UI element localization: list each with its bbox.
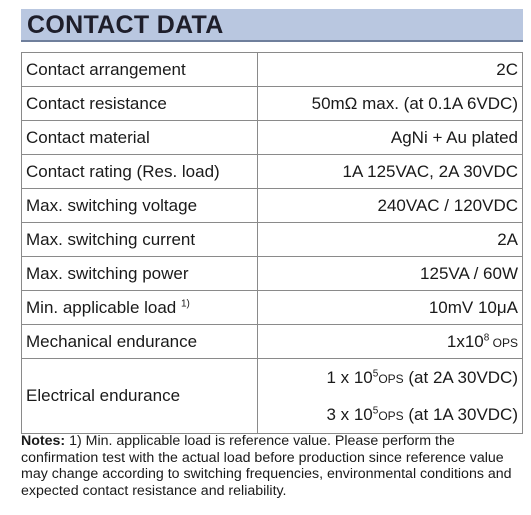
note-reference: 1) (181, 297, 190, 309)
section-header (21, 9, 523, 42)
row-label: Contact material (22, 121, 258, 155)
notes-heading: Notes: (21, 433, 66, 449)
row-value: 50mΩ max. (at 0.1A 6VDC) (258, 87, 523, 121)
row-label: Contact resistance (22, 87, 258, 121)
table-row (22, 155, 523, 189)
ee1-exponent: 5 (372, 368, 379, 380)
row-label: Max. switching voltage (22, 189, 258, 223)
ee2-unit: OPS (378, 409, 404, 423)
row-label: Contact arrangement (22, 53, 258, 87)
table-row (22, 257, 523, 291)
table-row (22, 53, 523, 87)
table-row (22, 223, 523, 257)
contact-data-table (21, 52, 523, 434)
row-label: Max. switching power (22, 257, 258, 291)
electrical-endurance-line-2 (262, 396, 518, 433)
notes-section (21, 433, 526, 499)
row-label: Contact rating (Res. load) (22, 155, 258, 189)
table-row (22, 291, 523, 325)
ee1-prefix: 1 x 10 (326, 368, 373, 387)
row-value: 2C (258, 53, 523, 87)
mech-base: 1x10 (446, 331, 484, 351)
row-value: AgNi + Au plated (258, 121, 523, 155)
electrical-endurance-value (258, 359, 523, 434)
min-load-label: Min. applicable load (26, 297, 177, 317)
table-row (22, 325, 523, 359)
row-label: Electrical endurance (22, 359, 258, 434)
row-label-min-load (22, 291, 258, 325)
mech-unit: OPS (489, 335, 518, 350)
row-value: 10mV 10μA (258, 291, 523, 325)
mech-exponent: 8 (483, 331, 490, 343)
row-value: 240VAC / 120VDC (258, 189, 523, 223)
ee2-prefix: 3 x 10 (326, 405, 373, 424)
mechanical-endurance-value (258, 325, 523, 359)
row-label: Mechanical endurance (22, 325, 258, 359)
ee2-condition: (at 1A 30VDC) (403, 405, 518, 424)
ee1-unit: OPS (378, 372, 404, 386)
ee1-condition: (at 2A 30VDC) (403, 368, 518, 387)
table-row (22, 189, 523, 223)
table-row (22, 87, 523, 121)
row-value: 1A 125VAC, 2A 30VDC (258, 155, 523, 189)
notes-text: 1) Min. applicable load is reference value. Please perform the confirmation test with the actual load before production since reference value may change according to switching frequencies, environmental conditions and expected contact resistance and reliability. (21, 433, 512, 499)
table-row (22, 121, 523, 155)
table-row (22, 359, 523, 434)
electrical-endurance-line-1 (262, 359, 518, 396)
section-title: CONTACT DATA (27, 11, 224, 39)
row-value: 2A (258, 223, 523, 257)
row-label: Max. switching current (22, 223, 258, 257)
row-value: 125VA / 60W (258, 257, 523, 291)
ee2-exponent: 5 (372, 405, 379, 417)
